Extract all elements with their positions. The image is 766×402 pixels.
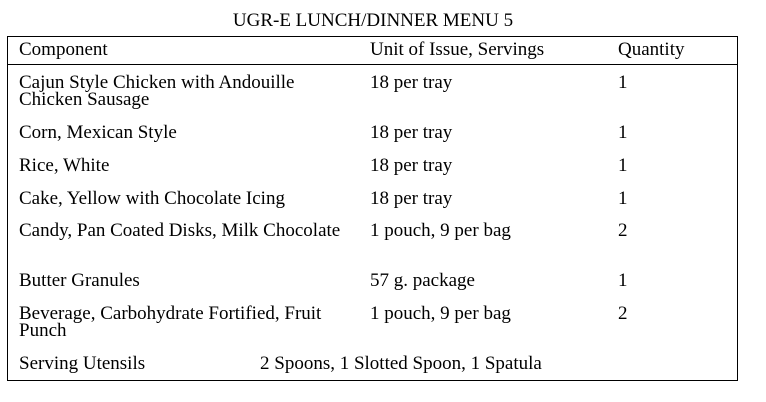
row-unit: 18 per tray xyxy=(370,188,453,209)
header-quantity: Quantity xyxy=(618,39,685,60)
header-unit: Unit of Issue, Servings xyxy=(370,39,545,60)
row-component: Beverage, Carbohydrate Fortified, Fruit Punch xyxy=(19,303,322,341)
row-component: Cake, Yellow with Chocolate Icing xyxy=(19,188,285,209)
row-component: Corn, Mexican Style xyxy=(19,122,177,143)
header-component: Component xyxy=(19,39,108,60)
row-quantity: 2 xyxy=(618,303,628,324)
row-quantity: 1 xyxy=(618,188,628,209)
row-unit: 1 pouch, 9 per bag xyxy=(370,220,511,241)
row-quantity: 1 xyxy=(618,122,628,143)
row-quantity: 1 xyxy=(618,270,628,291)
row-quantity: 1 xyxy=(618,72,628,93)
utensils-label: Serving Utensils xyxy=(19,353,146,374)
row-component: Candy, Pan Coated Disks, Milk Chocolate xyxy=(19,220,341,241)
menu-title: UGR-E LUNCH/DINNER MENU 5 xyxy=(232,10,514,31)
row-unit: 18 per tray xyxy=(370,122,453,143)
utensils-value: 2 Spoons, 1 Slotted Spoon, 1 Spatula xyxy=(260,353,542,374)
menu-table xyxy=(7,36,738,381)
row-quantity: 1 xyxy=(618,155,628,176)
row-unit: 1 pouch, 9 per bag xyxy=(370,303,511,324)
row-unit: 57 g. package xyxy=(370,270,475,291)
row-component: Rice, White xyxy=(19,155,110,176)
row-unit: 18 per tray xyxy=(370,155,453,176)
row-component: Butter Granules xyxy=(19,270,140,291)
row-component: Cajun Style Chicken with Andouille Chicken Sausage xyxy=(19,72,295,110)
header-divider xyxy=(8,64,737,65)
row-quantity: 2 xyxy=(618,220,628,241)
row-unit: 18 per tray xyxy=(370,72,453,93)
